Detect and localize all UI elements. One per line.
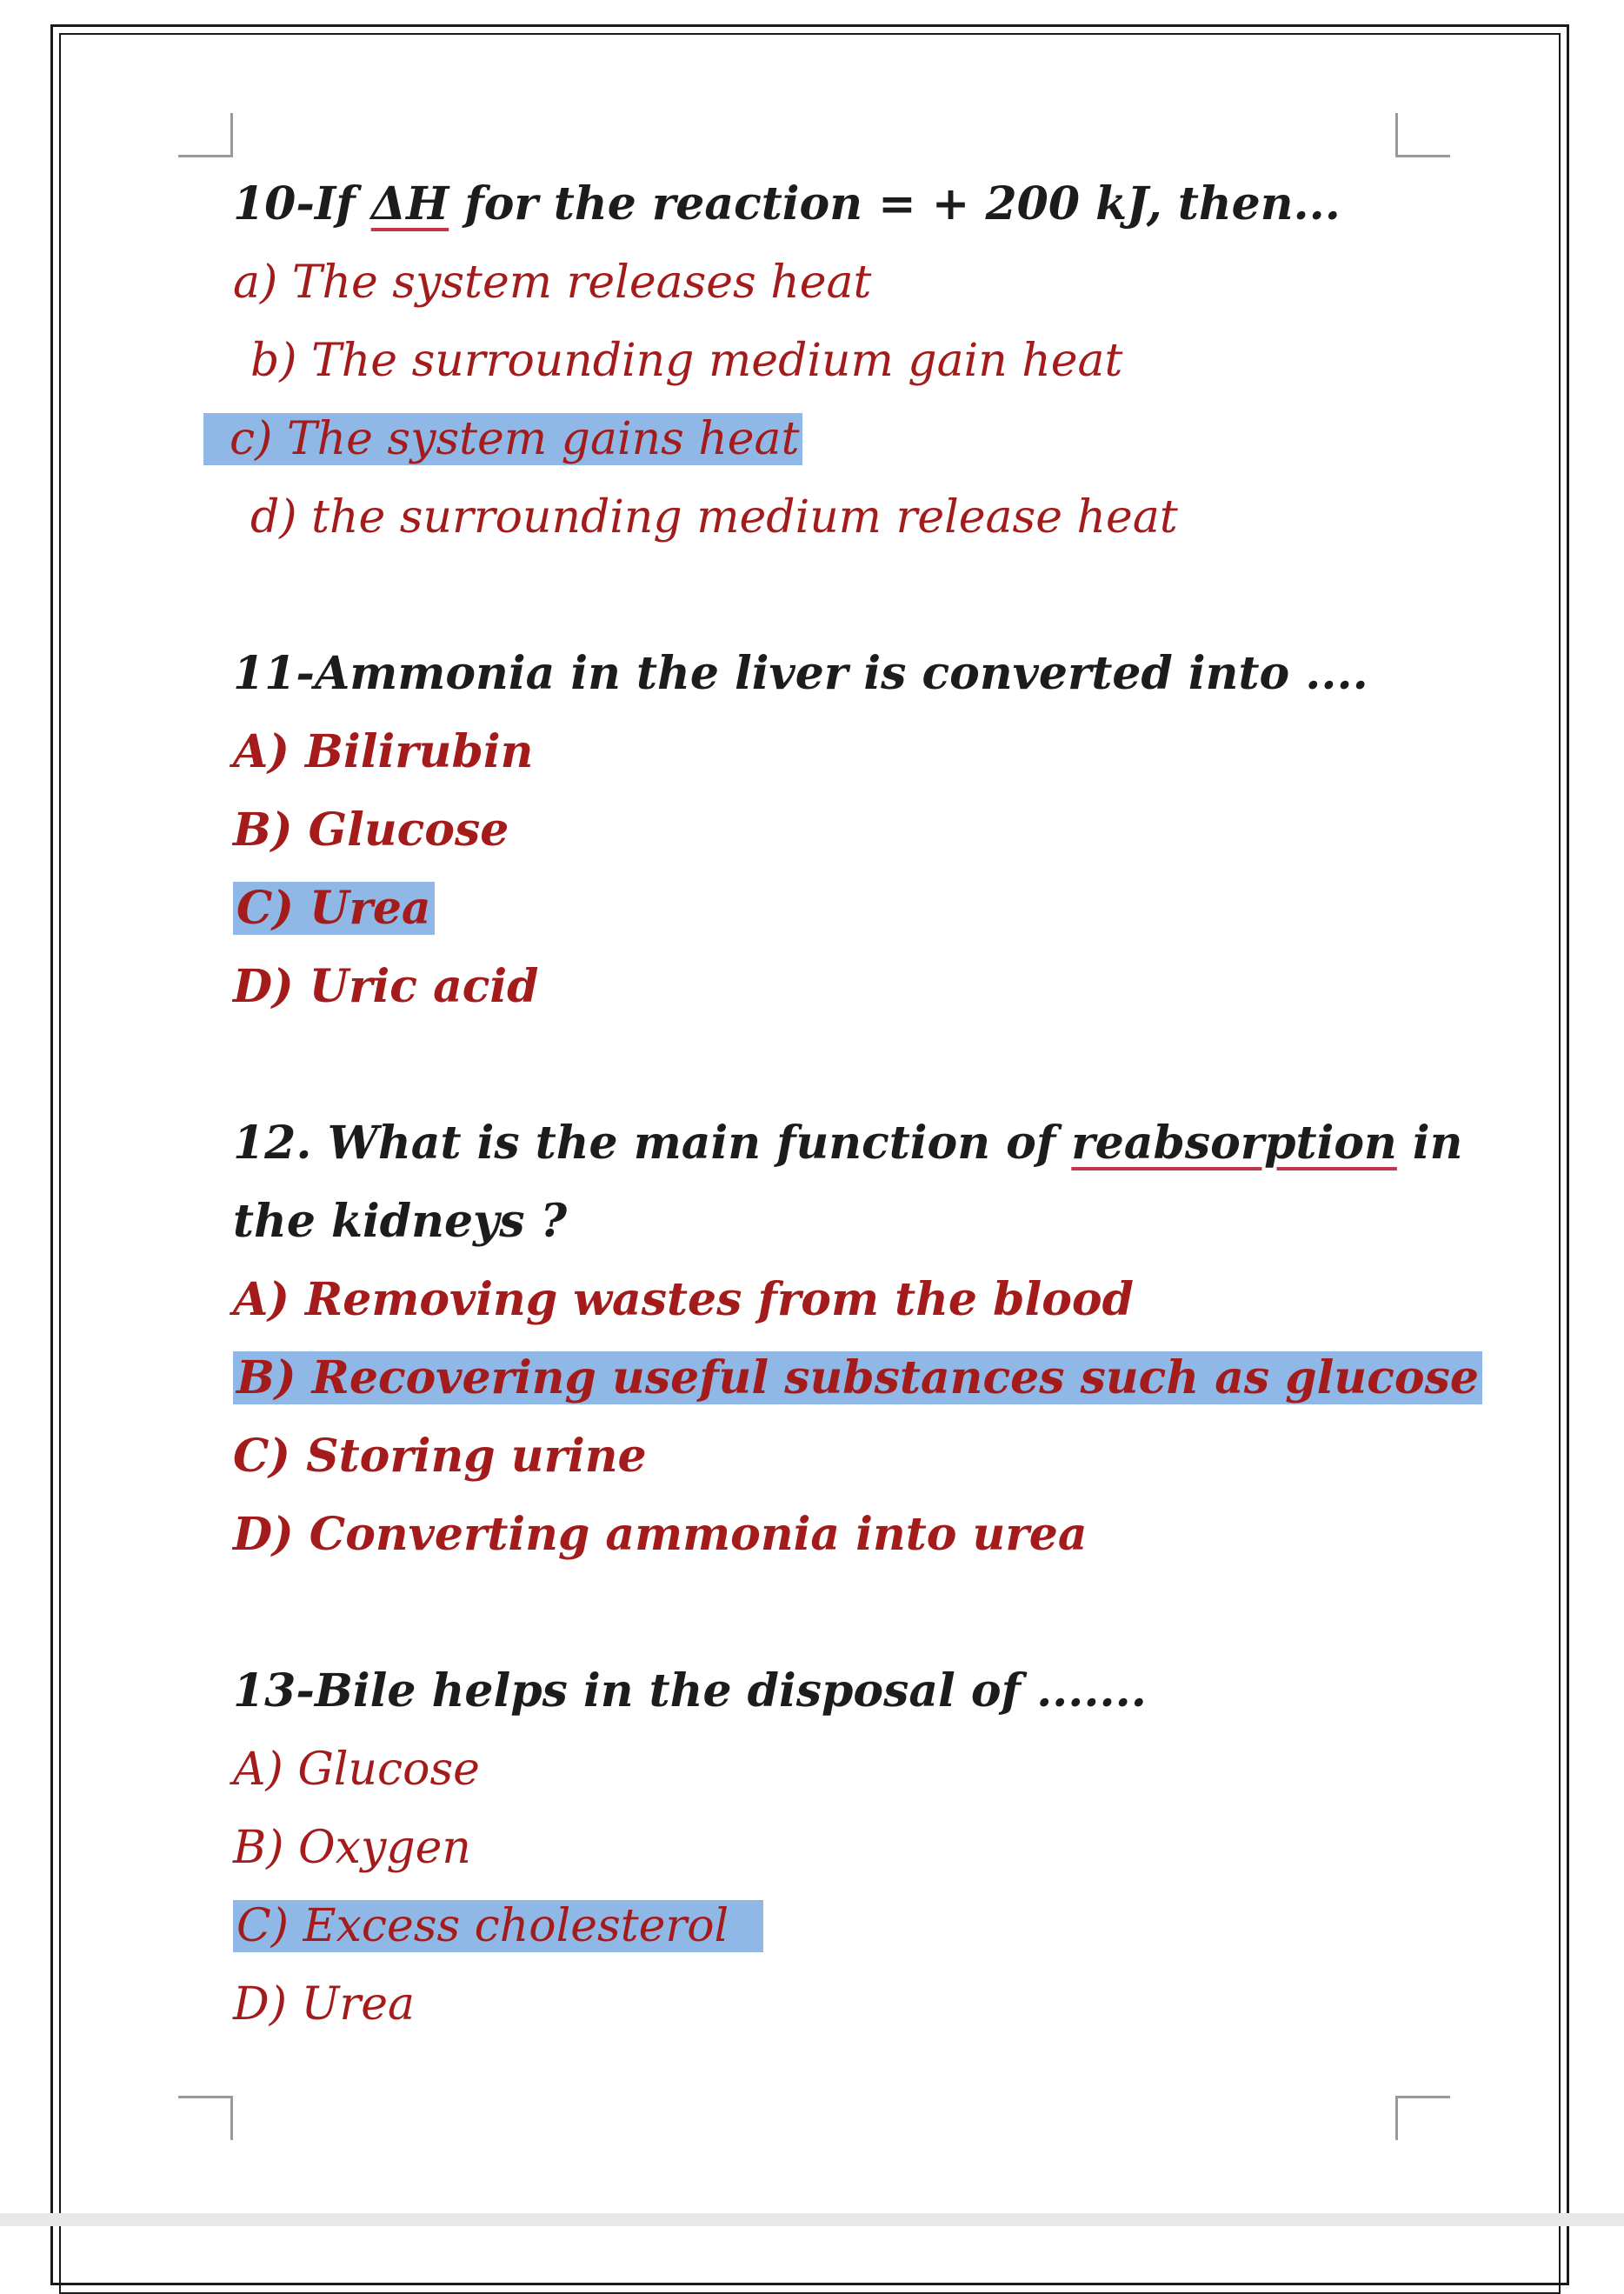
option-b[interactable] bbox=[233, 791, 1450, 870]
option-a[interactable] bbox=[233, 1731, 1450, 1809]
option-b[interactable] bbox=[233, 1339, 1479, 1417]
question-10 bbox=[230, 165, 1450, 557]
option-d[interactable] bbox=[233, 948, 1450, 1026]
question-stem bbox=[233, 1104, 1463, 1183]
question-11 bbox=[233, 635, 1450, 1026]
stem-part: 10-If bbox=[233, 177, 371, 230]
option-label: A) Removing wastes from the blood bbox=[233, 1273, 1134, 1326]
question-13 bbox=[233, 1652, 1450, 2044]
question-stem: 11-Ammonia in the liver is converted into .... bbox=[233, 647, 1368, 700]
option-label: B) Oxygen bbox=[233, 1822, 471, 1874]
spacer bbox=[233, 557, 1450, 635]
option-d[interactable] bbox=[233, 1496, 1450, 1574]
question-12 bbox=[233, 1104, 1479, 1574]
option-label-highlighted: C) Excess cholesterol bbox=[233, 1900, 763, 1952]
option-d[interactable] bbox=[233, 1965, 1450, 2044]
spacer bbox=[233, 1574, 1450, 1652]
spacer bbox=[233, 1026, 1450, 1104]
option-b[interactable] bbox=[233, 1809, 1450, 1887]
option-label: A) Glucose bbox=[233, 1744, 480, 1796]
bottom-scroll-strip bbox=[0, 2213, 1624, 2226]
option-label: D) Uric acid bbox=[233, 960, 539, 1013]
option-c[interactable] bbox=[233, 1417, 1450, 1496]
option-c[interactable] bbox=[233, 1887, 1450, 1965]
question-stem bbox=[233, 165, 1450, 243]
delta-h-term: ΔH bbox=[370, 177, 449, 230]
stem-part: in bbox=[1396, 1117, 1463, 1170]
option-c[interactable] bbox=[233, 870, 1450, 948]
crop-mark-bottom-right bbox=[1395, 2096, 1450, 2140]
crop-mark-top-right bbox=[1395, 113, 1450, 157]
option-c[interactable] bbox=[230, 400, 1450, 478]
document-content bbox=[230, 165, 1479, 2044]
option-d[interactable] bbox=[233, 478, 1450, 557]
option-label: B) Glucose bbox=[233, 804, 509, 857]
option-label: C) Storing urine bbox=[233, 1430, 647, 1483]
option-label-highlighted: c) The system gains heat bbox=[203, 413, 802, 465]
option-label: b) The surrounding medium gain heat bbox=[250, 335, 1123, 387]
option-a[interactable] bbox=[233, 713, 1450, 791]
question-stem: 13-Bile helps in the disposal of ....... bbox=[233, 1664, 1147, 1717]
question-stem-line-2: the kidneys ? bbox=[233, 1195, 568, 1248]
option-label: D) Converting ammonia into urea bbox=[233, 1508, 1088, 1561]
option-label-highlighted: C) Urea bbox=[233, 882, 435, 935]
option-label-highlighted: B) Recovering useful substances such as glucose bbox=[233, 1351, 1482, 1404]
stem-part: for the reaction = + 200 kJ, then... bbox=[449, 177, 1341, 230]
option-a[interactable] bbox=[233, 1261, 1450, 1339]
option-b[interactable] bbox=[233, 322, 1450, 400]
stem-part: 12. What is the main function of bbox=[233, 1117, 1072, 1170]
option-label: A) Bilirubin bbox=[233, 725, 534, 778]
crop-mark-bottom-left bbox=[178, 2096, 233, 2140]
crop-mark-top-left bbox=[178, 113, 233, 157]
option-label: a) The system releases heat bbox=[233, 257, 872, 309]
option-a[interactable] bbox=[233, 243, 1450, 322]
reabsorption-term: reabsorption bbox=[1071, 1117, 1397, 1170]
option-label: d) the surrounding medium release heat bbox=[250, 491, 1178, 543]
option-label: D) Urea bbox=[233, 1978, 415, 2031]
